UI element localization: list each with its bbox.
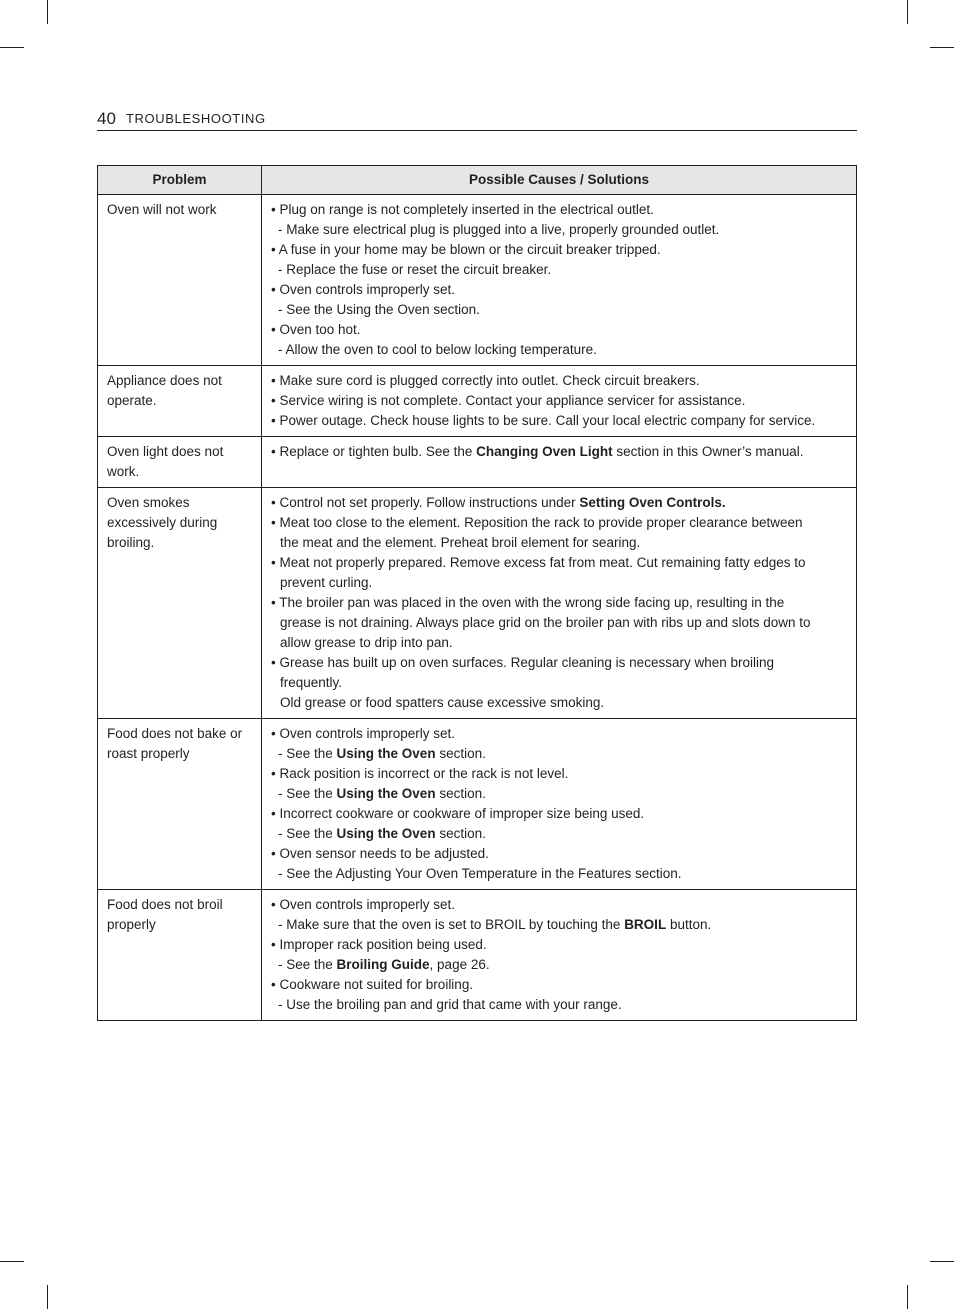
table-row [98, 488, 857, 719]
solution-subline [271, 300, 848, 320]
solution-subline [271, 220, 848, 240]
solution-bullet [271, 653, 848, 673]
crop-mark [0, 47, 24, 48]
solution-continuation [271, 533, 848, 553]
text-segment: - Allow the oven to cool to below locking temperature. [278, 342, 597, 357]
text-segment: • Oven controls improperly set. [271, 726, 456, 741]
text-segment: • Cookware not suited for broiling. [271, 977, 474, 992]
text-segment: section. [435, 826, 486, 841]
crop-mark [930, 1261, 954, 1262]
solution-bullet [271, 895, 848, 915]
solution-subline [271, 955, 848, 975]
problem-cell: Appliance does not operate. [98, 366, 262, 437]
solution-subline [271, 340, 848, 360]
text-segment: - See the Using the Oven section. [278, 302, 480, 317]
solution-subline [271, 864, 848, 884]
solution-bullet [271, 764, 848, 784]
solution-bullet [271, 935, 848, 955]
crop-mark [47, 0, 48, 24]
page-number: 40 [97, 109, 116, 128]
table-row [98, 890, 857, 1021]
text-segment: • Oven sensor needs to be adjusted. [271, 846, 489, 861]
text-segment: , page 26. [429, 957, 490, 972]
text-segment: - Make sure electrical plug is plugged into a live, properly grounded outlet. [278, 222, 720, 237]
solution-bullet [271, 975, 848, 995]
text-segment: • Meat not properly prepared. Remove excess fat from meat. Cut remaining fatty edges to [271, 555, 806, 570]
text-segment: allow grease to drip into pan. [280, 635, 453, 650]
solution-continuation [271, 613, 848, 633]
text-segment: - Make sure that the oven is set to BROIL by touching the [278, 917, 625, 932]
solution-bullet [271, 240, 848, 260]
solution-bullet [271, 553, 848, 573]
text-segment: • Oven controls improperly set. [271, 897, 456, 912]
solution-bullet [271, 724, 848, 744]
text-segment: • Replace or tighten bulb. See the [271, 444, 477, 459]
text-segment: section in this Owner’s manual. [612, 444, 804, 459]
solution-bullet [271, 593, 848, 613]
text-segment: - Replace the fuse or reset the circuit breaker. [278, 262, 552, 277]
problem-cell: Oven will not work [98, 195, 262, 366]
bold-reference: BROIL [624, 917, 667, 932]
bold-reference: Using the Oven [336, 826, 436, 841]
solution-bullet [271, 804, 848, 824]
table-row [98, 719, 857, 890]
bold-reference: Setting Oven Controls. [579, 495, 726, 510]
text-segment: • Oven controls improperly set. [271, 282, 456, 297]
text-segment: - Use the broiling pan and grid that came with your range. [278, 997, 622, 1012]
solution-subline [271, 915, 848, 935]
solution-subline [271, 784, 848, 804]
text-segment: Old grease or food spatters cause excessive smoking. [280, 695, 605, 710]
text-segment: section. [435, 746, 486, 761]
solution-bullet [271, 493, 848, 513]
solution-subline [271, 995, 848, 1015]
text-segment: • Power outage. Check house lights to be sure. Call your local electric company for service. [271, 413, 816, 428]
text-segment: • Service wiring is not complete. Contact your appliance servicer for assistance. [271, 393, 746, 408]
table-header-row [98, 166, 857, 195]
text-segment: section. [435, 786, 486, 801]
solution-subline [271, 824, 848, 844]
solution-bullet [271, 371, 848, 391]
solution-bullet [271, 200, 848, 220]
solutions-cell [262, 890, 857, 1021]
column-header-problem: Problem [98, 166, 262, 195]
solution-bullet [271, 442, 848, 462]
solution-continuation [271, 573, 848, 593]
bold-reference: Using the Oven [336, 786, 436, 801]
problem-cell: Oven light does not work. [98, 437, 262, 488]
text-segment: • A fuse in your home may be blown or the circuit breaker tripped. [271, 242, 661, 257]
text-segment: • Incorrect cookware or cookware of improper size being used. [271, 806, 645, 821]
problem-cell: Food does not broil properly [98, 890, 262, 1021]
text-segment: • Control not set properly. Follow instructions under [271, 495, 580, 510]
text-segment: • Plug on range is not completely inserted in the electrical outlet. [271, 202, 654, 217]
text-segment: - See the [278, 746, 337, 761]
text-segment: prevent curling. [280, 575, 373, 590]
bold-reference: Using the Oven [336, 746, 436, 761]
problem-cell: Food does not bake or roast properly [98, 719, 262, 890]
solution-subline [271, 260, 848, 280]
solutions-cell [262, 719, 857, 890]
text-segment: • Oven too hot. [271, 322, 361, 337]
solution-subline [271, 744, 848, 764]
column-header-solutions: Possible Causes / Solutions [262, 166, 857, 195]
crop-mark [907, 0, 908, 24]
solutions-cell [262, 195, 857, 366]
section-title: TROUBLESHOOTING [126, 111, 266, 126]
solution-bullet [271, 391, 848, 411]
solution-continuation [271, 633, 848, 653]
solution-continuation [271, 673, 848, 693]
solution-bullet [271, 320, 848, 340]
text-segment: • Make sure cord is plugged correctly into outlet. Check circuit breakers. [271, 373, 700, 388]
problem-cell: Oven smokes excessively during broiling. [98, 488, 262, 719]
text-segment: - See the [278, 786, 337, 801]
bold-reference: Broiling Guide [336, 957, 430, 972]
crop-mark [0, 1261, 24, 1262]
text-segment: grease is not draining. Always place grid on the broiler pan with ribs up and slots down to [280, 615, 811, 630]
table-row [98, 195, 857, 366]
table-row [98, 366, 857, 437]
table-row [98, 437, 857, 488]
solutions-cell [262, 488, 857, 719]
solution-bullet [271, 411, 848, 431]
troubleshooting-table [97, 165, 857, 1021]
bold-reference: Changing Oven Light [476, 444, 613, 459]
solution-bullet [271, 280, 848, 300]
text-segment: • Improper rack position being used. [271, 937, 487, 952]
text-segment: - See the Adjusting Your Oven Temperature in the Features section. [278, 866, 682, 881]
crop-mark [47, 1285, 48, 1309]
text-segment: - See the [278, 826, 337, 841]
text-segment: • Rack position is incorrect or the rack is not level. [271, 766, 569, 781]
page-header [97, 108, 857, 131]
text-segment: button. [666, 917, 712, 932]
text-segment: • Grease has built up on oven surfaces. Regular cleaning is necessary when broiling [271, 655, 775, 670]
text-segment: the meat and the element. Preheat broil element for searing. [280, 535, 641, 550]
solutions-cell [262, 437, 857, 488]
solution-bullet [271, 844, 848, 864]
crop-mark [930, 47, 954, 48]
text-segment: • The broiler pan was placed in the oven with the wrong side facing up, resulting in the [271, 595, 785, 610]
text-segment: • Meat too close to the element. Reposition the rack to provide proper clearance between [271, 515, 803, 530]
text-segment: - See the [278, 957, 337, 972]
crop-mark [907, 1285, 908, 1309]
text-segment: frequently. [280, 675, 343, 690]
solution-continuation [271, 693, 848, 713]
solution-bullet [271, 513, 848, 533]
solutions-cell [262, 366, 857, 437]
